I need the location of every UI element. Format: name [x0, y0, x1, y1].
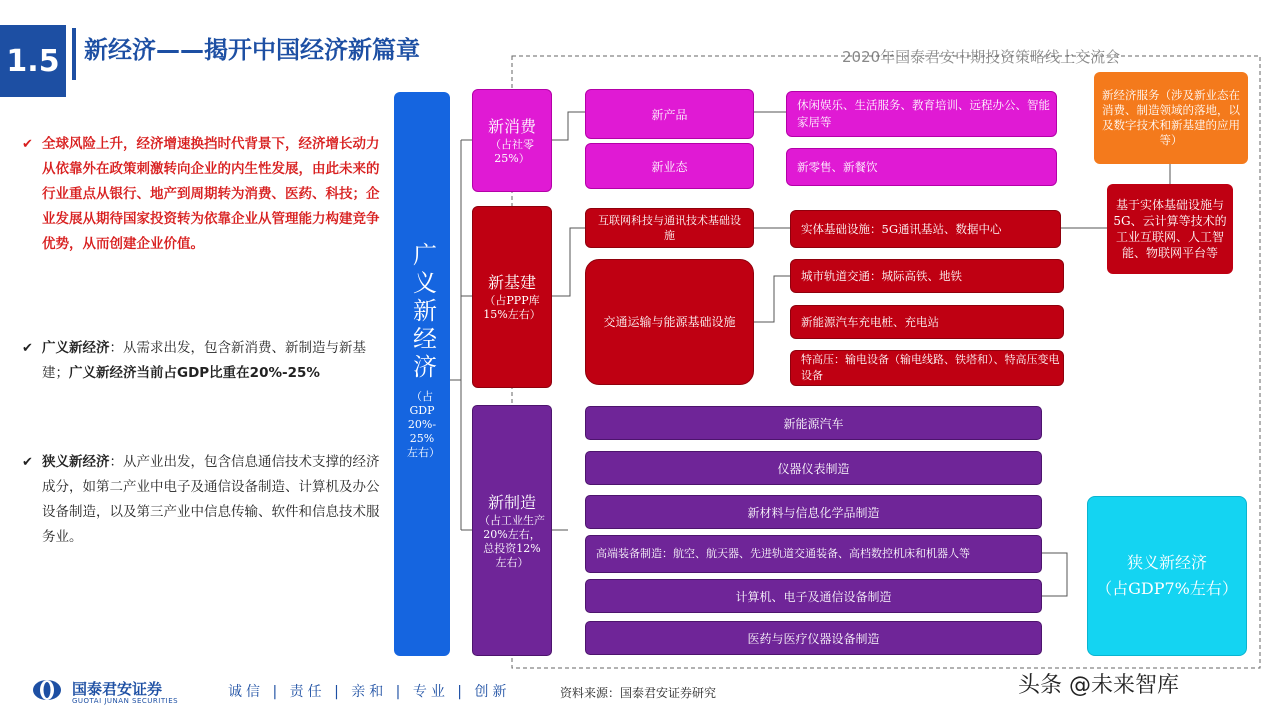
company-logo-icon	[32, 678, 62, 702]
infra-detail-uhv: 特高压：输电设备（输电线路、铁塔和）、特高压变电设备	[790, 350, 1064, 386]
category-name: 新制造	[487, 492, 536, 512]
infra-detail-internet: 实体基础设施：5G通讯基站、数据中心	[790, 210, 1061, 248]
category-name: 新消费	[487, 116, 536, 136]
footer-slogan: 诚信 | 责任 | 亲和 | 专业 | 创新	[228, 684, 511, 700]
bullet-term: 广义新经济	[42, 340, 110, 356]
category-new-manufacturing	[472, 405, 552, 656]
manufacturing-item-materials: 新材料与信息化学品制造	[585, 495, 1042, 529]
broad-new-economy-box	[394, 92, 450, 656]
connector-consumption-items	[552, 112, 585, 140]
footer-company-name: 国泰君安证券	[72, 680, 163, 698]
category-share: （占社零25%）	[490, 137, 534, 165]
manufacturing-item-instruments: 仪器仪表制造	[585, 451, 1042, 485]
bullet-text: ：从产业出发，包含信息通信技术支撑的经济成分，如第二产业中电子及通信设备制造、计算机及办公设备制造，以及第三产业中信息传输、软件和信息技术服务业。	[42, 454, 380, 545]
manufacturing-item-computers: 计算机、电子及通信设备制造	[585, 579, 1042, 613]
manufacturing-item-high-end-equipment: 高端装备制造：航空、航天器、先进轨道交通装备、高档数控机床和机器人等	[585, 535, 1042, 573]
connector-infra-transport	[754, 276, 790, 322]
page-title: 新经济——揭开中国经济新篇章	[84, 36, 420, 64]
consumption-item-new-products: 新产品	[585, 89, 754, 139]
narrow-share: （占GDP7%左右）	[1096, 579, 1238, 598]
section-number: 1.5	[0, 25, 66, 97]
infra-detail-rail: 城市轨道交通：城际高铁、地铁	[790, 259, 1064, 293]
connector-narrow	[1042, 553, 1067, 596]
category-new-infrastructure	[472, 206, 552, 388]
category-new-consumption	[472, 89, 552, 192]
bullet-emphasis: 广义新经济当前占GDP比重在20%-25%	[69, 365, 320, 381]
consumption-detail-new-formats: 新零售、新餐饮	[786, 148, 1057, 186]
checkmark-icon: ✔	[22, 137, 33, 152]
infra-item-transport-energy: 交通运输与能源基础设施	[585, 259, 754, 385]
infra-detail-charging: 新能源汽车充电桩、充电站	[790, 305, 1064, 339]
bullet-term: 狭义新经济	[42, 454, 110, 470]
broad-share: （占GDP20%-25%左右）	[407, 390, 440, 459]
checkmark-icon: ✔	[22, 455, 33, 470]
industrial-platform-box: 基于实体基础设施与5G、云计算等技术的工业互联网、人工智能、物联网平台等	[1107, 184, 1233, 274]
category-share: （占PPP库15%左右）	[483, 294, 541, 321]
bullet-text: ：从需求出发，包含新消费、新制造与新基建；	[42, 340, 366, 381]
data-source: 资料来源：国泰君安证券研究	[560, 686, 717, 700]
infra-item-internet: 互联网科技与通讯技术基础设施	[585, 208, 754, 248]
event-name: 2020年国泰君安中期投资策略线上交流会	[842, 48, 1121, 66]
broad-title: 广义新经济	[408, 242, 437, 382]
manufacturing-item-nev: 新能源汽车	[585, 406, 1042, 440]
category-share: （占工业生产20%左右，总投资12%左右）	[479, 513, 545, 569]
manufacturing-item-pharma: 医药与医疗仪器设备制造	[585, 621, 1042, 655]
narrow-title: 狭义新经济	[1126, 553, 1207, 572]
checkmark-icon: ✔	[22, 341, 33, 356]
footer-company-name-en: GUOTAI JUNAN SECURITIES	[72, 697, 179, 705]
bullet-text: 全球风险上升，经济增速换挡时代背景下，经济增长动力从依靠外在政策刺激转向企业的内生性发展，由此未来的行业重点从银行、地产到周期转为消费、医药、科技；企业发展从期待国家投资转为依靠企业从管理能力构建竞争优势，从而创建企业价值。	[42, 136, 380, 252]
connector-infra-items	[552, 228, 585, 296]
new-economy-services-box: 新经济服务（涉及新业态在消费、制造领域的落地，以及数字技术和新基建的应用等）	[1094, 72, 1248, 164]
consumption-detail-new-products: 休闲娱乐、生活服务、教育培训、远程办公、智能家居等	[786, 91, 1057, 137]
consumption-item-new-formats: 新业态	[585, 143, 754, 189]
narrow-new-economy-box	[1087, 496, 1247, 656]
watermark: 头条 @未来智库	[1018, 673, 1179, 698]
category-name: 新基建	[487, 273, 536, 292]
